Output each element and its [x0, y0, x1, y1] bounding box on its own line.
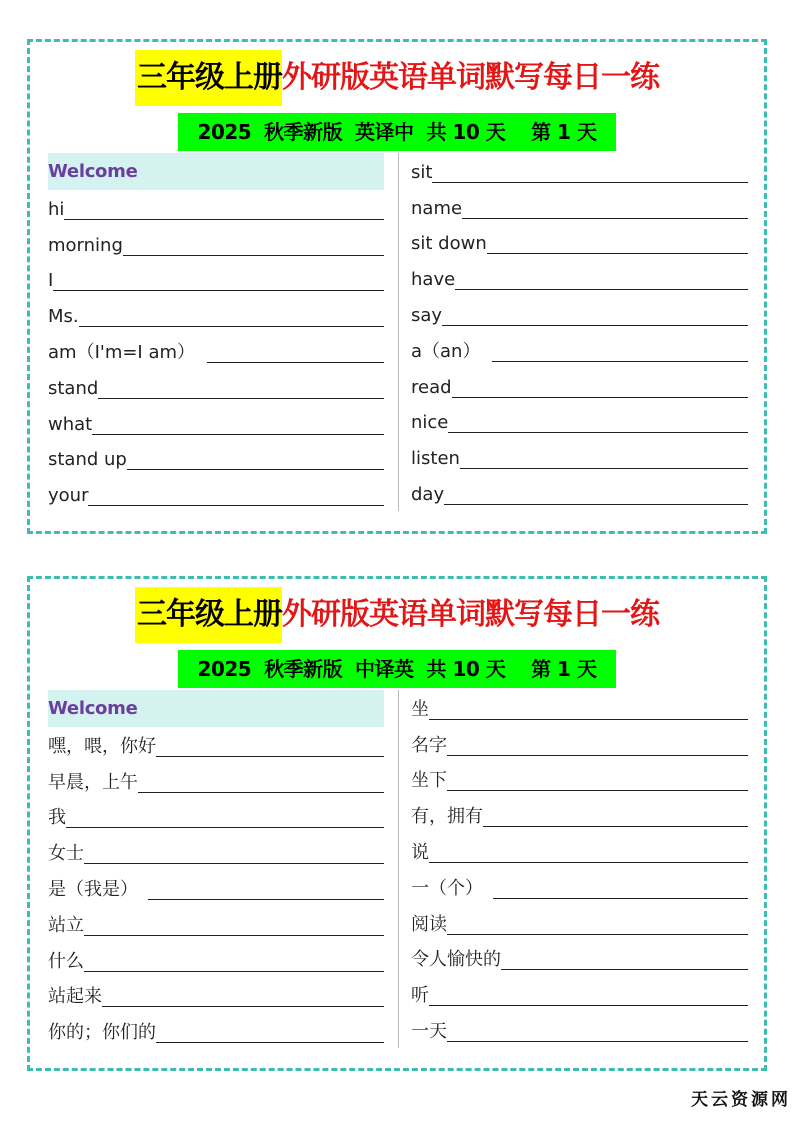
word-row: [411, 296, 748, 332]
word-row: [48, 727, 384, 763]
word-row: [48, 763, 384, 799]
worksheet-zh-to-en: [27, 576, 767, 1071]
word-label: 坐: [411, 698, 429, 720]
answer-blank[interactable]: [487, 252, 748, 254]
answer-blank[interactable]: [452, 396, 748, 398]
section-header-label: Welcome: [48, 160, 138, 182]
word-row: [411, 368, 748, 404]
word-label: 说: [411, 841, 429, 863]
subtitle-banner: 2025 秋季新版 中译英 共 10 天 第 1 天: [178, 650, 616, 688]
word-label: am（I'm=I am）: [48, 341, 196, 363]
word-row: [411, 905, 748, 941]
answer-blank[interactable]: [156, 755, 384, 757]
word-label: 一（个）: [411, 877, 483, 899]
answer-blank[interactable]: [462, 217, 748, 219]
answer-blank[interactable]: [79, 325, 384, 327]
answer-blank[interactable]: [455, 288, 748, 290]
word-row: [48, 942, 384, 978]
word-label: sit: [411, 161, 433, 183]
word-row: [48, 870, 384, 906]
word-label: 我: [48, 807, 66, 829]
word-row: [411, 225, 748, 261]
word-label: I: [48, 270, 54, 292]
answer-blank[interactable]: [123, 254, 384, 256]
answer-blank[interactable]: [64, 218, 384, 220]
word-row: [411, 869, 748, 905]
word-label: stand: [48, 377, 99, 399]
answer-blank[interactable]: [447, 754, 748, 756]
worksheet-title: [30, 587, 764, 643]
word-row: [48, 1013, 384, 1049]
site-watermark: 天云资源网: [691, 1090, 791, 1110]
title-grade-highlight: 三年级上册: [135, 587, 282, 643]
answer-blank[interactable]: [84, 862, 384, 864]
left-column: [48, 153, 384, 512]
answer-blank[interactable]: [460, 467, 748, 469]
answer-blank[interactable]: [53, 289, 384, 291]
word-row: [48, 799, 384, 835]
word-label: 站起来: [48, 986, 102, 1008]
section-header: [48, 153, 384, 190]
word-row: [48, 297, 384, 333]
subtitle-banner: 2025 秋季新版 英译中 共 10 天 第 1 天: [178, 113, 616, 151]
word-row: [411, 941, 748, 977]
column-divider: [398, 690, 399, 1048]
section-header-label: Welcome: [48, 697, 138, 719]
worksheet-en-to-zh: [27, 39, 767, 534]
word-label: 听: [411, 985, 429, 1007]
title-main: 外研版英语单词默写每日一练: [282, 597, 659, 632]
answer-blank[interactable]: [102, 1005, 384, 1007]
word-label: nice: [411, 412, 449, 434]
word-label: what: [48, 413, 93, 435]
word-label: say: [411, 304, 443, 326]
word-row: [411, 690, 748, 726]
word-label: 一天: [411, 1020, 447, 1042]
word-label: your: [48, 485, 89, 507]
worksheet-title: [30, 50, 764, 106]
word-label: 令人愉快的: [411, 949, 501, 971]
word-label: 阅读: [411, 913, 447, 935]
word-label: 坐下: [411, 770, 447, 792]
answer-blank[interactable]: [442, 324, 748, 326]
answer-blank[interactable]: [84, 970, 384, 972]
word-row: [411, 332, 748, 368]
answer-blank[interactable]: [483, 825, 748, 827]
answer-blank[interactable]: [501, 968, 748, 970]
word-row: [411, 404, 748, 440]
word-row: [411, 1012, 748, 1048]
word-row: [411, 439, 748, 475]
word-row: [48, 405, 384, 441]
answer-blank[interactable]: [429, 1004, 748, 1006]
title-main: 外研版英语单词默写每日一练: [282, 60, 659, 95]
word-row: [411, 189, 748, 225]
answer-blank[interactable]: [88, 504, 384, 506]
title-grade-highlight: 三年级上册: [135, 50, 282, 106]
word-row: [48, 333, 384, 369]
column-divider: [398, 153, 399, 511]
answer-blank[interactable]: [138, 791, 384, 793]
answer-blank[interactable]: [127, 468, 384, 470]
word-row: [48, 834, 384, 870]
answer-blank[interactable]: [492, 360, 748, 362]
word-row: [411, 762, 748, 798]
word-row: [411, 976, 748, 1012]
answer-blank[interactable]: [156, 1041, 384, 1043]
word-label: 女士: [48, 843, 84, 865]
word-label: hi: [48, 198, 65, 220]
left-column: [48, 690, 384, 1049]
word-label: 有，拥有: [411, 806, 483, 828]
answer-blank[interactable]: [448, 431, 748, 433]
word-columns: [48, 690, 746, 1050]
answer-blank[interactable]: [447, 789, 748, 791]
answer-blank[interactable]: [92, 433, 384, 435]
word-row: [48, 369, 384, 405]
word-row: [411, 797, 748, 833]
word-label: sit down: [411, 233, 487, 255]
word-label: 嘿，喂，你好: [48, 735, 156, 757]
right-column: [411, 153, 748, 511]
word-label: 站立: [48, 914, 84, 936]
word-label: name: [411, 197, 463, 219]
answer-blank[interactable]: [447, 933, 748, 935]
word-row: [48, 441, 384, 477]
word-label: read: [411, 376, 452, 398]
word-label: a（an）: [411, 340, 481, 362]
word-row: [411, 726, 748, 762]
word-row: [48, 262, 384, 298]
word-row: [48, 190, 384, 226]
word-label: 你的；你们的: [48, 1022, 156, 1044]
word-label: morning: [48, 234, 123, 256]
word-label: stand up: [48, 449, 127, 471]
word-label: 名字: [411, 734, 447, 756]
answer-blank[interactable]: [447, 1040, 748, 1042]
word-columns: [48, 153, 746, 513]
word-label: 是（我是）: [48, 878, 138, 900]
answer-blank[interactable]: [432, 181, 748, 183]
answer-blank[interactable]: [98, 397, 384, 399]
word-row: [411, 260, 748, 296]
word-row: [411, 833, 748, 869]
word-label: 早晨，上午: [48, 771, 138, 793]
right-column: [411, 690, 748, 1048]
answer-blank[interactable]: [444, 503, 748, 505]
word-row: [48, 978, 384, 1014]
word-row: [411, 475, 748, 511]
answer-blank[interactable]: [148, 898, 384, 900]
word-label: have: [411, 269, 456, 291]
word-label: Ms.: [48, 306, 79, 328]
word-row: [411, 153, 748, 189]
answer-blank[interactable]: [493, 897, 748, 899]
answer-blank[interactable]: [429, 861, 748, 863]
section-header: [48, 690, 384, 727]
answer-blank[interactable]: [207, 361, 384, 363]
word-row: [48, 226, 384, 262]
word-label: 什么: [48, 950, 84, 972]
answer-blank[interactable]: [84, 934, 384, 936]
word-row: [48, 906, 384, 942]
word-row: [48, 476, 384, 512]
answer-blank[interactable]: [429, 718, 748, 720]
word-label: day: [411, 483, 445, 505]
word-label: listen: [411, 448, 460, 470]
answer-blank[interactable]: [66, 826, 384, 828]
